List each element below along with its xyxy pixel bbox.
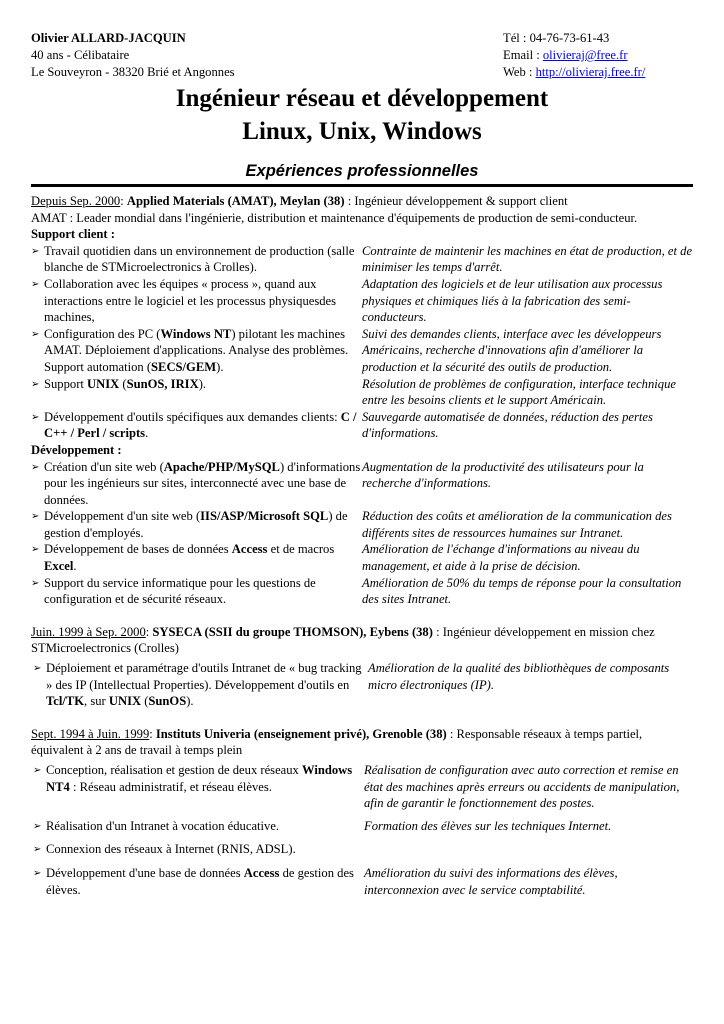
arrow-bullet-icon: ➢ — [31, 245, 40, 257]
person-name: Olivier ALLARD-JACQUIN — [31, 31, 186, 45]
cv-subtitle: Linux, Unix, Windows — [242, 118, 482, 145]
job-role: : Ingénieur développement & support client — [344, 194, 568, 208]
list-item: ➢ Réalisation d'un Intranet à vocation éducative. Formation des élèves sur les techniques Internet. — [31, 818, 693, 836]
website-link[interactable]: http://olivieraj.free.fr/ — [535, 65, 646, 79]
list-item: ➢ Développement d'un site web (IIS/ASP/Microsoft SQL) de gestion d'employés. Réduction des coûts et amélioration de la communication des différents sites de ressources humaines sur Intranet. — [31, 509, 672, 540]
contact-block — [503, 30, 645, 81]
arrow-bullet-icon: ➢ — [31, 411, 40, 423]
email-label: Email : — [503, 48, 543, 62]
list-item: ➢ Développement de bases de données Access et de macros Excel. Amélioration de l'échange d'informations au niveau du management, et aide à la prise de décision. — [31, 542, 640, 574]
job-role: : Responsable réseaux à temps partiel, équivalent à 2 ans de travail à temps plein — [31, 726, 643, 758]
list-item: ➢ Travail quotidien dans un environnement de production (salle blanche de STMicroelectronics à Crolles). Contrainte de maintenir les machines en état de production, et de minimiser les temps d'arrêt. — [31, 243, 693, 275]
job-role: : Ingénieur développement en mission chez STMicroelectronics (Crolles) — [31, 624, 655, 656]
list-item: ➢ Conception, réalisation et gestion de deux réseaux Windows NT4 : Réseau administratif, et réseau élèves. Réalisation de configuration avec auto correction et remise en état des machines après erreurs ou accidents de manipulation, afin de garantir le fonctionnement des postes. — [33, 763, 680, 811]
job-company: Instituts Univeria (enseignement privé), Grenoble (38) — [155, 726, 447, 741]
list-item: ➢ Support UNIX (SunOS, IRIX). Résolution de problèmes de configuration, interface technique entre les besoins clients et le support Américain. — [31, 376, 676, 408]
job-entry-amat — [31, 193, 693, 608]
age-status: 40 ans - Célibataire — [31, 48, 130, 62]
job-period: Sept. 1994 à Juin. 1999 — [31, 726, 150, 741]
job-company: Applied Materials (AMAT), Meylan (38) — [126, 194, 345, 208]
list-item: ➢ Développement d'une base de données Access de gestion des élèves. Amélioration du suivi des informations des élèves, interconnexion avec le service comptabilité. — [33, 865, 618, 897]
arrow-bullet-icon: ➢ — [31, 378, 40, 390]
section-heading: Expériences professionnelles — [245, 162, 479, 180]
arrow-bullet-icon: ➢ — [33, 820, 42, 832]
job-header: Sept. 1994 à Juin. 1999: Instituts Univeria (enseignement privé), Grenoble (38) : Responsable réseaux à temps partiel, équivalent à 2 ans de travail à temps plein — [31, 726, 643, 758]
company-description: AMAT : Leader mondial dans l'ingénierie, distribution et maintenance d'équipements de production de semi-conducteur. — [31, 210, 638, 225]
list-item: ➢ Création d'un site web (Apache/PHP/MySQL) d'informations pour les ingénieurs sur sites, interconnecté avec une base de données. Augmentation de la productivité des utilisateurs pour la recherche d'informations. — [31, 459, 644, 507]
arrow-bullet-icon: ➢ — [31, 328, 40, 340]
arrow-bullet-icon: ➢ — [33, 844, 42, 856]
job-period: Juin. 1999 à Sep. 2000 — [31, 624, 146, 639]
list-item: ➢ Développement d'outils spécifiques aux demandes clients: C / C++ / Perl / scripts. Sauvegarde automatisée de données, réduction des pertes d'informations. — [31, 409, 653, 441]
arrow-bullet-icon: ➢ — [31, 278, 40, 290]
arrow-bullet-icon: ➢ — [31, 577, 40, 589]
subsection-title: Support client : — [31, 227, 115, 242]
postal-address: Le Souveyron - 38320 Brié et Angonnes — [31, 65, 235, 79]
job-header: Juin. 1999 à Sep. 2000: SYSECA (SSII du groupe THOMSON), Eybens (38) : Ingénieur développement en mission chez STMicroelectronics (Crolles) — [31, 624, 655, 656]
identity-block — [31, 30, 235, 81]
job-header: Depuis Sep. 2000: Applied Materials (AMAT), Meylan (38) : Ingénieur développement & support client — [31, 194, 568, 208]
arrow-bullet-icon: ➢ — [33, 663, 42, 675]
cv-page — [31, 30, 693, 898]
job-company: SYSECA (SSII du groupe THOMSON), Eybens (38) — [152, 624, 433, 639]
cv-title: Ingénieur réseau et développement — [175, 85, 549, 112]
arrow-bullet-icon: ➢ — [33, 867, 42, 879]
contact-header — [31, 30, 693, 82]
arrow-bullet-icon: ➢ — [31, 511, 40, 523]
job-entry-univeria — [31, 726, 693, 898]
arrow-bullet-icon: ➢ — [33, 765, 42, 776]
list-item: ➢ Support du service informatique pour les questions de configuration et de sécurité réseaux. Amélioration de 50% du temps de réponse pour la consultation des sites Intranet. — [31, 575, 682, 607]
subsection-title: Développement : — [31, 442, 122, 457]
list-item: ➢ Configuration des PC (Windows NT) pilotant les machines AMAT. Déploiement d'applications. Analyse des problèmes. Support automation (SECS/GEM). Suivi des demandes clients, interface avec les développeurs Américains, recherche d'innovations afin d'améliorer la production et la sécurité des outils de production. — [31, 326, 662, 374]
phone: Tél : 04-76-73-61-43 — [503, 31, 610, 45]
email-link[interactable]: olivieraj@free.fr — [542, 48, 628, 62]
list-item: ➢ Déploiement et paramétrage d'outils Intranet de « bug tracking » des IP (Intellectual Properties). Développement d'outils en Tcl/TK, sur UNIX (SunOS). Amélioration de la qualité des bibliothèques de composants micro électroniques (IP). — [33, 661, 670, 709]
list-item: ➢ Connexion des réseaux à Internet (RNIS, ADSL). — [31, 841, 693, 859]
section-divider — [31, 184, 693, 187]
web-line — [503, 64, 645, 81]
list-item: ➢ Collaboration avec les équipes « process », quand aux interactions entre le logiciel et les processus physiquesdes machines, Adaptation des logiciels et de leur utilisation aux processus physiques et chimiques liés à la fabrication des semi-conducteurs. — [31, 276, 663, 325]
email-line — [503, 47, 645, 64]
web-label: Web : — [503, 65, 536, 79]
arrow-bullet-icon: ➢ — [31, 461, 40, 473]
job-period: Depuis Sep. 2000 — [31, 194, 121, 208]
arrow-bullet-icon: ➢ — [31, 544, 40, 556]
job-entry-syseca — [31, 624, 693, 710]
